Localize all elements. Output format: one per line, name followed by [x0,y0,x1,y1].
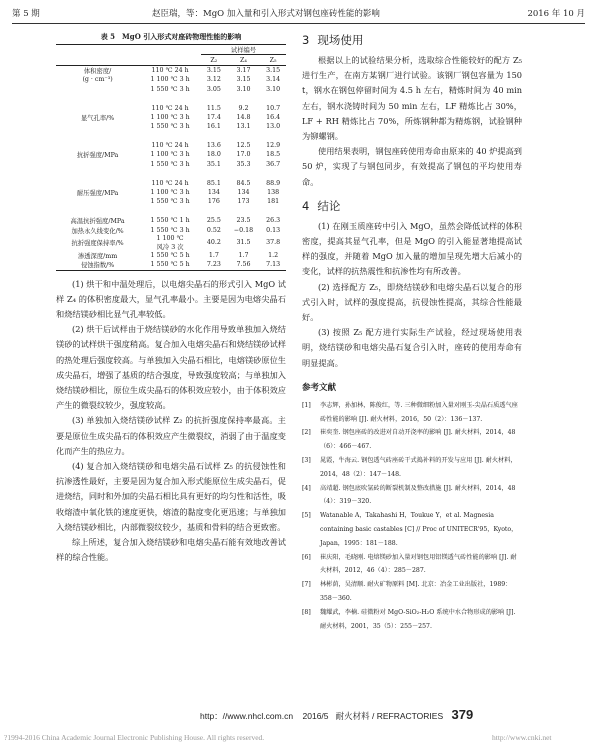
table-cell: 1 100 ℃ 3 h [150,113,190,121]
table-cell: 1 550 ℃ 5 h [150,261,190,269]
table-row [56,150,286,159]
table-cell [260,169,286,178]
table-cell [56,160,139,169]
table-cell: 1 550 ℃ 5 h [150,252,190,259]
paragraph: (1) 在刚玉质座砖中引入 MgO，虽然会降低试样的体积密度，提高其显气孔率，但是 MgO 的引入能显著地提高试样的强度，并随着 MgO 加入量的增加呈现先增大后减小的变化，试样的抗热震性和抗渗性均有所改善。 [302,220,522,277]
table-cell: 85.1 [206,179,221,187]
running-header [12,6,585,22]
reference-number: [1] [302,401,311,409]
table-cell: 138 [267,189,280,197]
table-cell: 1.7 [238,252,249,259]
header-rule [12,23,585,24]
table-row [56,235,286,251]
table-cell: 176 [207,198,220,206]
table-caption: 表 5 MgO 引入形式对座砖物理性能的影响 [100,32,242,41]
table-cell [201,169,227,178]
reference-number: [3] [302,457,311,465]
table-col-header: Z₄ [240,56,247,64]
left-column [56,32,286,565]
table-cell: 134 [207,189,220,197]
section-heading: 3 现场使用 [302,33,364,47]
table-cell: 35.3 [236,160,251,168]
copyright-line [4,733,552,742]
table-cell: 高温抗折强度/MPa [70,218,125,226]
footer-journal: 耐火材料 / REFRACTORIES [335,711,444,721]
reference-number: [6] [302,553,311,561]
table-cell: 3.10 [236,85,251,93]
table-cell [56,94,139,103]
issue-label: 第 5 期 [12,9,40,19]
properties-table [56,44,286,271]
table-cell: 17.0 [236,151,251,159]
table-cell: 12.5 [236,142,251,150]
table-cell: 23.5 [236,217,251,225]
table-cell: 抗折强度保持率/% [71,240,124,248]
table-cell: 3.10 [266,85,281,93]
table-cell [56,169,139,178]
table-row [56,225,286,234]
table-cell: 16.1 [206,123,221,131]
table-cell [56,141,139,150]
paragraph: (3) 按照 Z₅ 配方进行实际生产试验，经过现场使用表明，烧结镁砂和电熔尖晶石复合引入时，座砖的使用寿命有明显提高。 [302,327,522,368]
table-cell [227,132,260,141]
table-cell: 1 550 ℃ 3 h [150,160,190,168]
reference-item [302,482,522,510]
table-cell: (g · cm⁻³) [82,76,113,84]
table-cell: 12.9 [266,142,281,150]
table-cell [227,207,260,216]
reference-number: [2] [302,429,311,437]
page-number: 379 [451,707,474,722]
table-row [56,141,286,150]
table-cell [260,94,286,103]
table-cell: 体积密度/ [83,67,112,75]
table-cell: 7.23 [206,261,221,269]
table-cell: 36.7 [266,160,281,168]
section-heading: 4 结论 [302,198,341,213]
table-col-header: Z₅ [269,56,277,64]
table-cell: 显气孔率/% [80,114,115,122]
table-cell: 173 [237,198,250,206]
reference-item [302,551,522,579]
table-col-header: Z₂ [210,56,218,64]
table-cell: 1 100 ℃ 3 h [150,189,190,197]
table-cell: 7.56 [236,261,251,269]
table-cell: 110 ℃ 24 h [151,179,189,187]
references-heading: 参考文献 [302,382,337,393]
table-row [56,75,286,84]
table-cell: 1 550 ℃ 3 h [150,198,190,206]
table-cell [260,132,286,141]
reference-item [302,509,522,550]
table-cell: 18.5 [266,151,281,159]
paragraph: (1) 烘干和中温处理后，以电熔尖晶石的形式引入 MgO 试样 Z₄ 的体积密度最大，显气孔率最小。主要是因为电熔尖晶石和烧结镁砂相比显气孔率较低。 [56,278,286,319]
table-cell: 抗折强度/MPa [76,152,119,160]
table-cell [260,207,286,216]
reference-text: 晁霞，牛海云. 钢包透气砖座砖干式捣补料的开发与应用 [J]. 耐火材料，2014，48（2）：147－148. [320,457,517,478]
table-row [56,197,286,206]
paragraph: (3) 单独加入烧结镁砂试样 Z₂ 的抗折强度保持率最高。主要是原位生成尖晶石的体积效应产生微裂纹，消弱了由于温度变化而产生的热应力。 [56,415,286,456]
table-cell: 110 ℃ 24 h [151,142,189,150]
paragraph: (2) 烘干后试样由于烧结镁砂的水化作用导致单独加入烧结镁砂的试样烘干强度稍高。复合加入电熔尖晶石和烧结镁砂试样的热处理后强度较高。与单独加入尖晶石相比，电熔镁砂原位生成尖晶石，增强了基质的结合强度，导致强度较高；与单独加入烧结镁砂相比，原位生成尖晶石的体积效应较小，由于体积效应产生的微裂纹较少，强度较高。 [56,324,286,411]
table-cell: 84.5 [236,179,251,187]
table-cell [227,94,260,103]
table-cell: 1 100 ℃ 风冷 3 次 [156,234,184,251]
paragraph: 综上所述，复合加入烧结镁砂和电熔尖晶石能有效地改善试样的综合性能。 [56,537,286,563]
table-cell: 13.0 [266,123,281,131]
table-row [56,160,286,169]
table-cell: 134 [237,189,250,197]
table-cell: 0.13 [266,226,281,234]
running-title: 赵臣瑞，等：MgO 加入量和引入形式对钢包座砖性能的影响 [152,9,380,19]
table-cell [227,169,260,178]
table-cell [201,94,227,103]
table-row [56,103,286,112]
table-cell: 1 550 ℃ 3 h [150,85,190,93]
table-row [56,113,286,122]
reference-number: [8] [302,608,311,616]
reference-item [302,399,522,427]
table-cell: 17.4 [206,113,221,121]
table-row [56,94,286,103]
table-cell: 渗透深度/mm [77,253,118,260]
page-footer [200,707,473,722]
table-cell: 10.7 [266,104,281,112]
footer-issue: 2016/5 [302,711,329,721]
table-cell: 耐压强度/MPa [76,190,119,198]
table-header-blank [139,45,201,66]
paragraph: 使用结果表明，钢包座砖使用寿命由原来的 40 炉提高到 50 炉，实现了与钢包同步，有效提高了钢包的平均使用寿命。 [302,146,522,187]
table-row [56,122,286,131]
table-cell [139,132,201,141]
table-cell [56,85,139,94]
right-column [302,32,522,633]
table-cell [56,132,139,141]
table-cell [201,132,227,141]
reference-item [302,454,522,482]
reference-number: [4] [302,484,311,492]
table-cell: 1 550 ℃ 3 h [150,226,190,234]
table-row [56,260,286,270]
footer-url: http：//www.nhcl.com.cn [200,711,294,721]
reference-text: 崔奕奎. 钢包座砖的改进对自动开浇率的影响 [J]. 耐火材料，2014，48（6）：466－467. [320,429,516,451]
reference-text: 林彬荫，吴清顺. 耐火矿物原料 [M]. 北京：冶金工业出版社，1989：358－360. [320,581,512,603]
table-cell [139,207,201,216]
table-cell: 侵蚀指数/% [80,262,115,270]
reference-item [302,426,522,454]
table-cell [56,197,139,206]
table-row [56,216,286,225]
table-cell: 31.5 [236,239,251,247]
table-cell: 1 550 ℃ 1 h [150,217,190,225]
table-row [56,169,286,178]
references-list [302,399,522,634]
table-cell: 1 100 ℃ 3 h [150,76,190,84]
copyright-url: http://www.cnki.net [492,733,552,742]
table-body [56,65,286,270]
table-header-blank [56,45,139,66]
table-cell: 3.05 [206,85,221,93]
table-row [56,207,286,216]
table-cell [139,94,201,103]
table-cell [56,178,139,187]
table-cell: 1.7 [208,252,219,259]
table-cell: 3.12 [206,76,221,84]
table-cell: 0.52 [206,226,221,234]
table-cell [139,169,201,178]
table-cell: 加热永久线变化/% [71,227,124,235]
table-row [56,132,286,141]
date-label: 2016 年 10 月 [527,9,585,19]
table-cell: 13.1 [236,123,251,131]
table-cell: 11.5 [206,104,221,112]
reference-text: 崔庆阳，毛晓刚. 电熔镁砂加入量对钢包用铝镁透气砖性能的影响 [J]. 耐火材料，2012，46（4）：285－287. [320,553,517,575]
table-row [56,251,286,260]
table-cell: 110 ℃ 24 h [151,66,189,74]
table-cell: 40.2 [206,239,221,247]
table-row [56,178,286,187]
table-cell: 1 550 ℃ 3 h [150,123,190,131]
table-cell: 1 100 ℃ 3 h [150,151,190,159]
table-cell: 37.8 [266,239,281,247]
reference-text: 李志辉，孙加林，陈俊红，等. 三种微细粉加入量对刚玉-尖晶石质透气座砖性能的影响 [J]. 耐火材料，2016，50（2）：136－137. [320,401,518,423]
reference-item [302,606,522,634]
table-cell: 13.6 [206,142,221,150]
reference-text: Watanable A，Takahashi H，Toukue Y，et al. Magnesia containing basic castables [C] // Proc of UNITECR'95，Kyoto，Japan，1995：181－188. [320,512,518,547]
table-cell: 3.15 [266,66,281,74]
table-cell: 18.0 [206,151,221,159]
table-cell [201,207,227,216]
table-cell: 3.17 [236,66,251,74]
table-cell: 7.13 [266,261,281,269]
table-cell: 88.9 [266,179,281,187]
paragraph: (4) 复合加入烧结镁砂和电熔尖晶石试样 Z₅ 的抗侵蚀性和抗渗透性最好，主要是因为复合加入形式能原位生成尖晶石，促进烧结，同时和外加的尖晶石相比具有更好的均匀性和活性，吸收熔渣中氧化铁的速度更快，熔渣的黏度变化更迅速；与单独加入烧结镁砂相比，内部微裂纹较少，基质和骨料的结合更致密。 [56,461,286,532]
table-cell: 110 ℃ 24 h [151,104,189,112]
table-cell: 3.14 [266,76,281,84]
reference-text: 高靖超. 钢包底吹氩砖的断裂机制及整改措施 [J]. 耐火材料，2014，48（4）：319－320. [320,484,516,506]
reference-item [302,578,522,606]
reference-number: [7] [302,581,311,589]
table-row [56,65,286,75]
table-cell: 9.2 [238,104,249,112]
table-row [56,188,286,197]
copyright-text: ?1994-2016 China Academic Journal Electronic Publishing House. All rights reserved. [4,733,265,742]
table-cell: −0.18 [233,226,254,234]
table-cell: 35.1 [206,160,221,168]
table-cell: 14.8 [236,113,251,121]
table-cell: 25.5 [206,217,221,225]
reference-text: 魏耀武，李楠. 硅微粉对 MgO-SiO₂-H₂O 系统中水合物形成的影响 [J]. 耐火材料，2001，35（5）：255－257. [320,608,516,630]
paragraph: 根据以上的试验结果分析，选取综合性能较好的配方 Z₅ 进行生产，在南方某钢厂进行试验。该钢厂钢包容量为 150 t，钢水在钢包停留时间为 4.5 h 左右，精炼时间为 40 min 左右，钢水浇铸时间为 50 min 左右，LF 精炼比占 30%，LF + RH 精炼比占 70%，所炼钢种都为精炼钢，试验钢种为铆螺钢。 [302,55,522,142]
table-cell: 26.3 [266,217,281,225]
table-col-group: 试样编号 [201,45,286,55]
table-cell: 3.15 [236,76,251,84]
table-cell: 181 [267,198,280,206]
table-cell [56,207,139,216]
table-cell [56,103,139,112]
table-row [56,85,286,94]
table-cell: 3.15 [206,66,221,74]
paragraph: (2) 选择配方 Z₅，即烧结镁砂和电熔尖晶石以复合的形式引入时，试样的强度提高，抗侵蚀性提高，其综合性能最好。 [302,281,522,323]
table-cell: 1.2 [268,252,279,259]
table-cell: 16.4 [266,113,281,121]
table-cell [56,122,139,131]
reference-number: [5] [302,512,311,520]
